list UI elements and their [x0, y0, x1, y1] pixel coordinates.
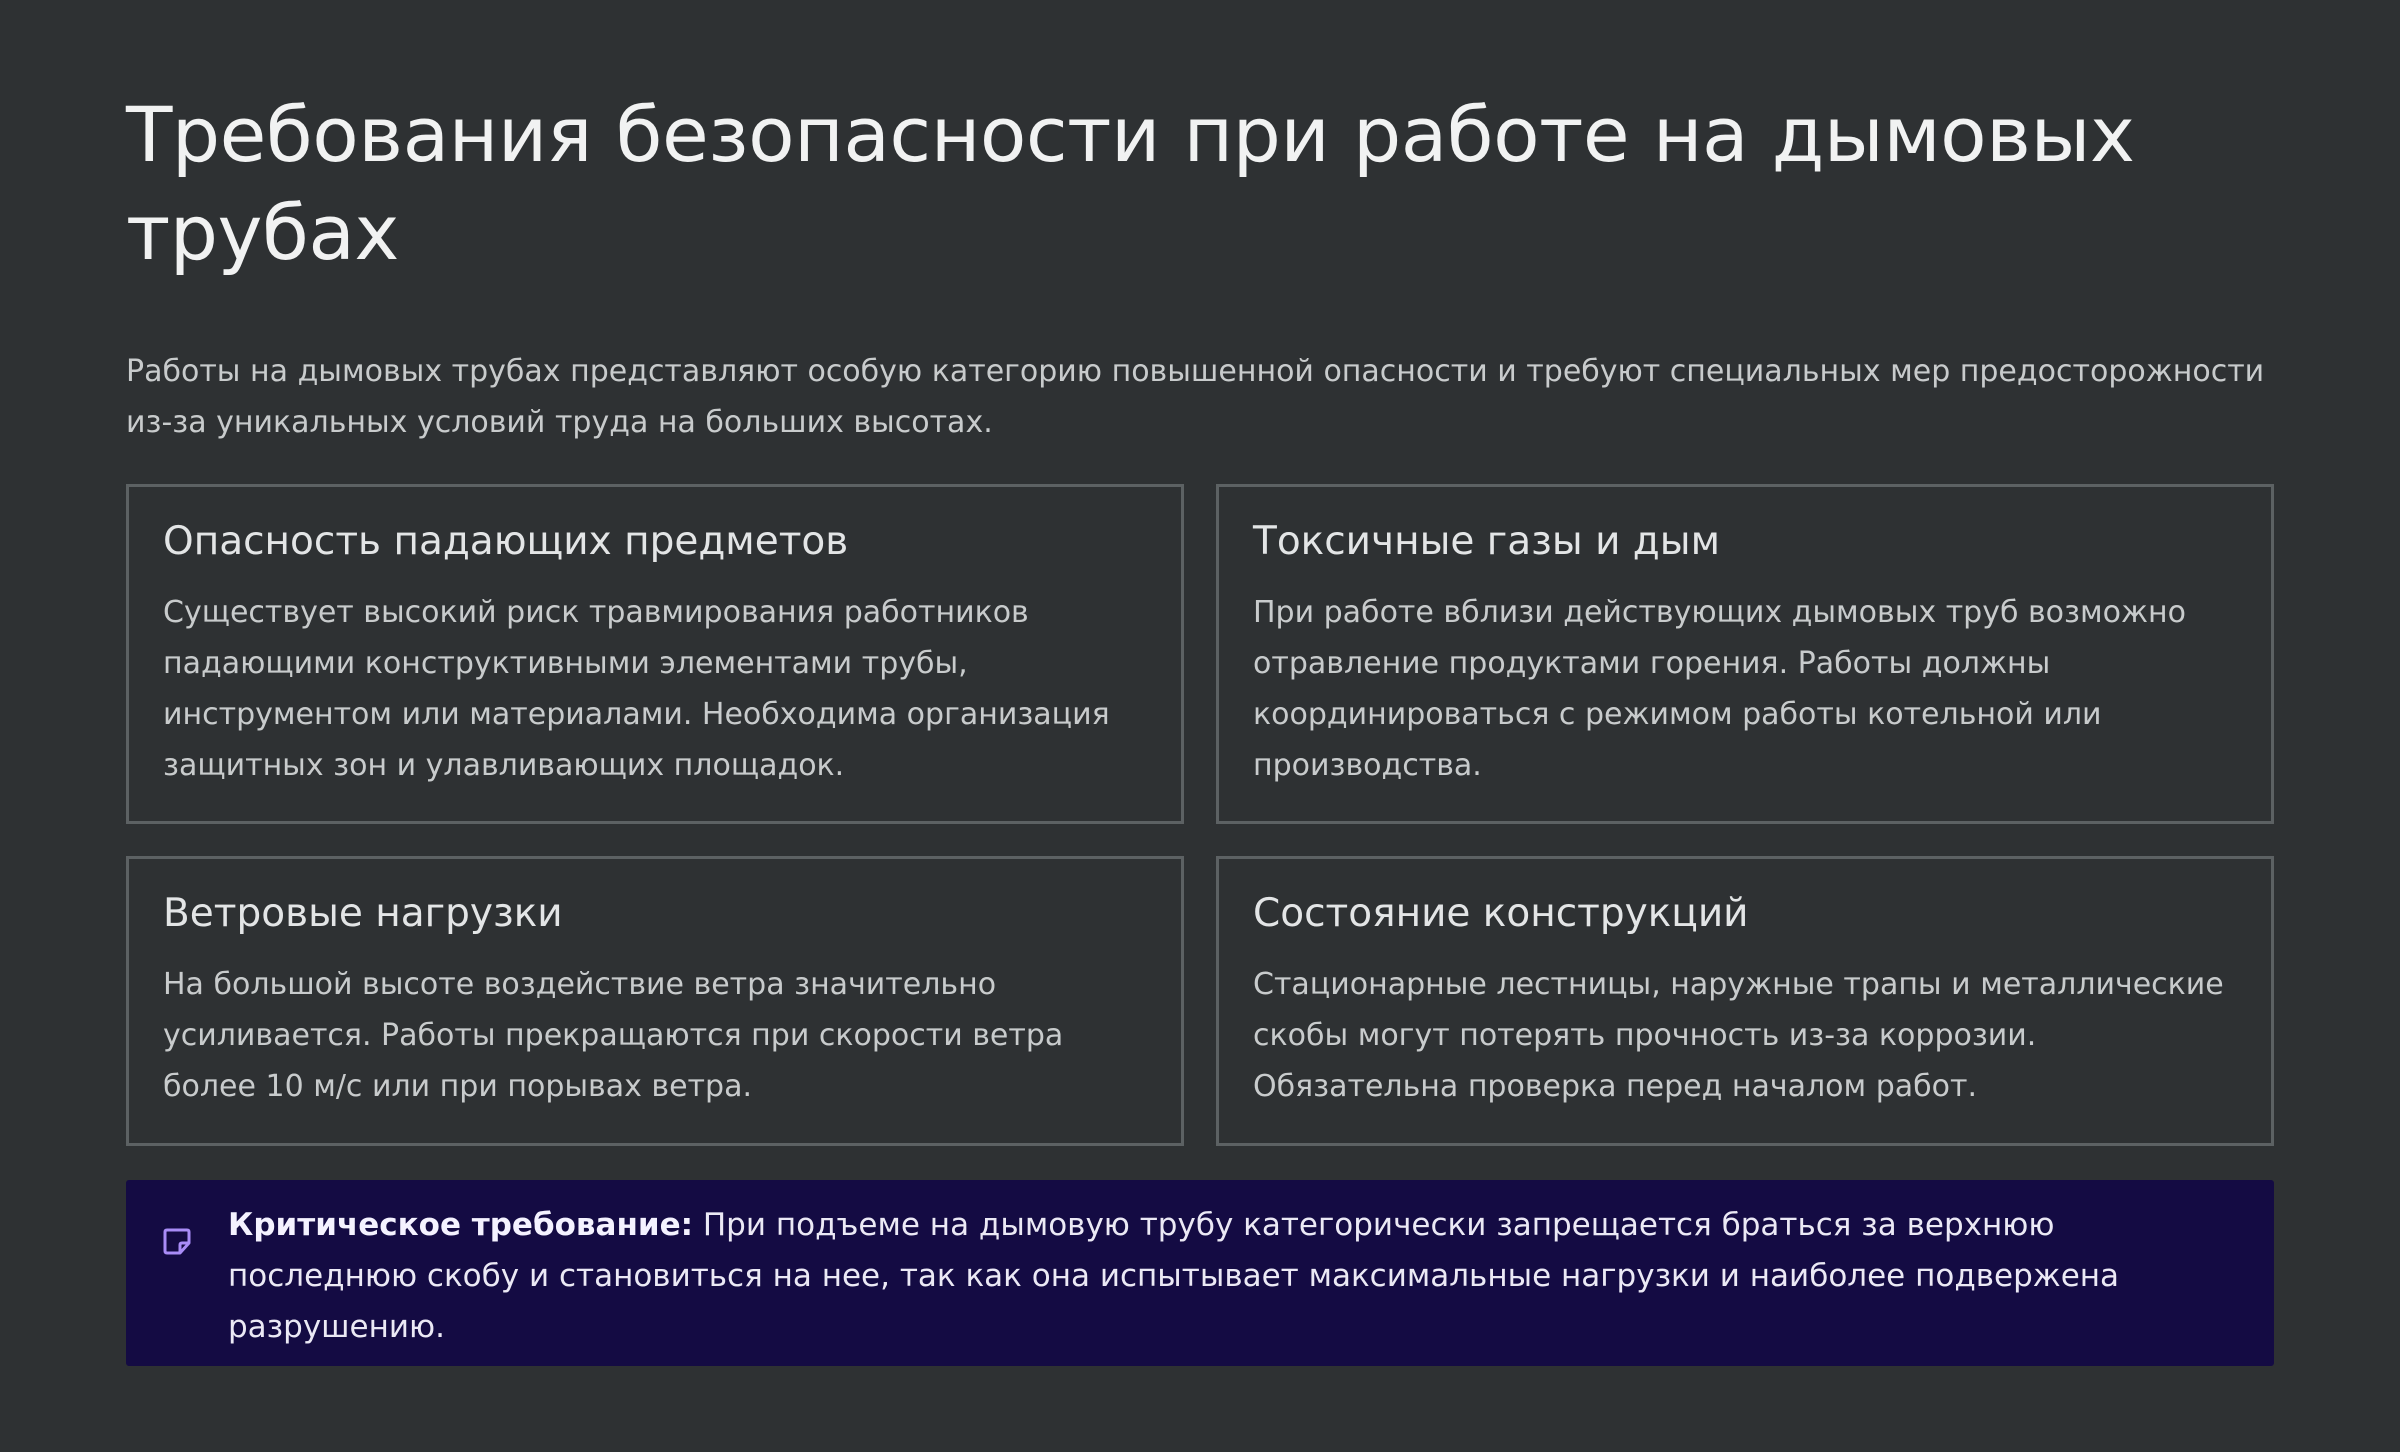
- card-title: Опасность падающих предметов: [163, 519, 849, 564]
- note-icon: [162, 1226, 192, 1256]
- card-title: Ветровые нагрузки: [163, 891, 563, 936]
- callout-text: [228, 1200, 2234, 1353]
- hazard-card-falling-objects: [126, 484, 1184, 824]
- hazard-card-structure-condition: [1216, 856, 2274, 1146]
- card-text: Существует высокий риск травмирования работников падающими конструктивными элементами трубы, инструментом или материалами. Необходима организация защитных зон и улавливающих площадок.: [163, 595, 1110, 783]
- card-text: На большой высоте воздействие ветра значительно усиливается. Работы прекращаются при скорости ветра более 10 м/с или при порывах ветра.: [163, 967, 1064, 1104]
- callout-label: Критическое требование:: [228, 1207, 693, 1243]
- card-text: При работе вблизи действующих дымовых труб возможно отравление продуктами горения. Работы должны координироваться с режимом работы котельной или производства.: [1253, 595, 2186, 783]
- page-title: Требования безопасности при работе на дымовых трубах: [126, 90, 2135, 277]
- callout-body: При подъеме на дымовую трубу категорически запрещается браться за верхнюю последнюю скобу и становиться на нее, так как она испытывает максимальные нагрузки и наиболее подвержена разрушению.: [228, 1207, 2120, 1345]
- hazard-card-toxic-gases: [1216, 484, 2274, 824]
- card-title: Токсичные газы и дым: [1253, 519, 1720, 564]
- card-title: Состояние конструкций: [1253, 891, 1749, 936]
- critical-requirement-callout: [126, 1180, 2274, 1366]
- intro-paragraph: Работы на дымовых трубах представляют особую категорию повышенной опасности и требуют специальных мер предосторожности из-за уникальных условий труда на больших высотах.: [126, 354, 2265, 440]
- card-text: Стационарные лестницы, наружные трапы и металлические скобы могут потерять прочность из-за коррозии. Обязательна проверка перед началом работ.: [1253, 967, 2224, 1104]
- hazard-card-wind-loads: [126, 856, 1184, 1146]
